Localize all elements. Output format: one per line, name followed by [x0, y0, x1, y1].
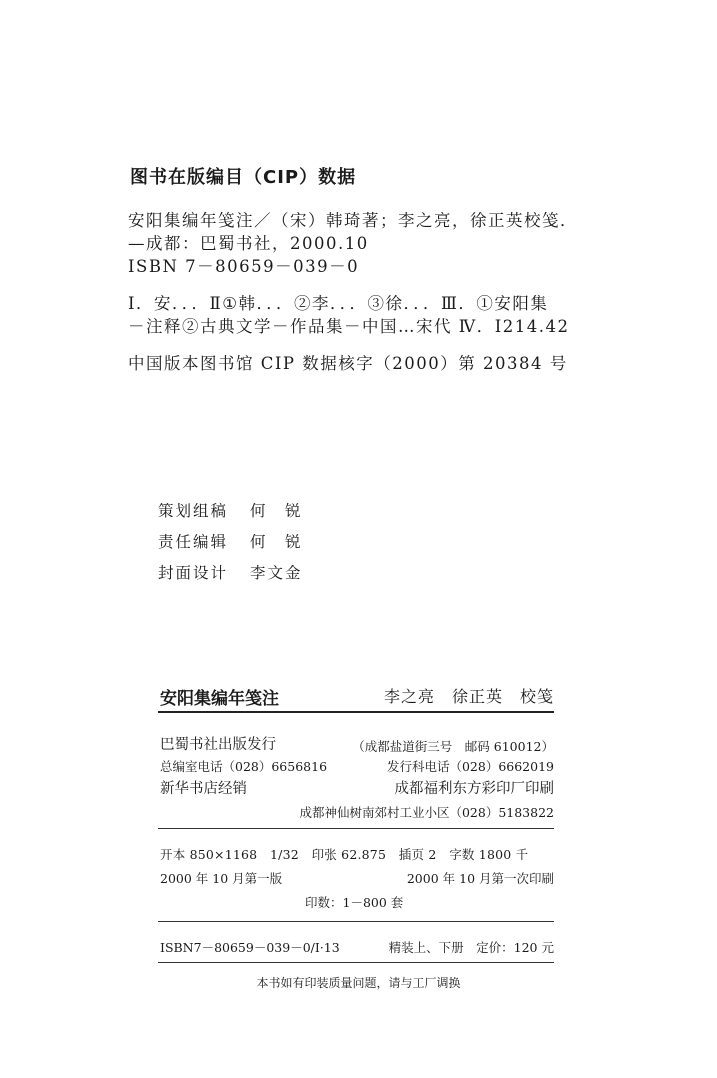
credit-name: 李文金 [250, 564, 303, 582]
credit-label: 责任编辑 [158, 533, 229, 551]
credit-row [158, 530, 303, 552]
colophon-footer-note: 本书如有印装质量问题，请与工厂调换 [256, 976, 461, 990]
cip-subject-line: Ⅰ．安．．．Ⅱ①韩．．．②李．．．③徐．．．Ⅲ．①安阳集 [128, 294, 549, 313]
cip-record-line: —成都：巴蜀书社，2000.10 [128, 234, 369, 253]
credit-label: 策划组稿 [158, 502, 229, 520]
credit-row [158, 499, 303, 521]
cip-record-line: 安阳集编年笺注／（宋）韩琦著；李之亮，徐正英校笺． [128, 211, 578, 230]
colophon-distribution-phone: 发行科电话（028）6662019 [386, 759, 554, 774]
colophon-title: 安阳集编年笺注 [160, 689, 279, 709]
colophon-editor-phone: 总编室电话（028）6656816 [160, 759, 328, 774]
colophon-binding-price: 精装上、下册 定价：120 元 [388, 940, 554, 955]
colophon-printer: 成都福利东方彩印厂印刷 [394, 781, 554, 797]
cip-heading: 图书在版编目（CIP）数据 [130, 167, 357, 188]
colophon-bottom-rule [158, 962, 554, 963]
colophon-distributor: 新华书店经销 [160, 781, 247, 797]
cip-verification: 中国版本图书馆 CIP 数据核字（2000）第 20384 号 [128, 354, 568, 373]
colophon-isbn: ISBN7－80659－039－0/I·13 [160, 940, 340, 955]
credit-name: 何 锐 [250, 502, 303, 520]
colophon-publisher: 巴蜀书社出版发行 [160, 737, 276, 753]
credit-row [158, 561, 303, 583]
cip-subject-line: －注释②古典文学－作品集－中国…宋代 Ⅳ．I214.42 [128, 317, 570, 336]
colophon-middle-rule [158, 828, 554, 829]
credit-label: 封面设计 [158, 564, 229, 582]
colophon-publisher-address: （成都盐道街三号 邮码 610012） [352, 739, 554, 754]
colophon-format: 开本 850×1168 1/32 印张 62.875 插页 2 字数 1800 千 [160, 847, 529, 862]
colophon-print-run: 印数：1－800 套 [305, 895, 404, 910]
colophon-edition: 2000 年 10 月第一版 [160, 871, 283, 886]
colophon-lower-rule [158, 921, 554, 922]
credit-name: 何 锐 [250, 533, 303, 551]
colophon-printer-address: 成都神仙树南郊村工业小区（028）5183822 [299, 805, 554, 820]
cip-isbn: ISBN 7－80659－039－0 [128, 257, 360, 276]
colophon-authors: 李之亮 徐正英 校笺 [383, 687, 554, 706]
colophon-printing: 2000 年 10 月第一次印刷 [406, 871, 554, 886]
colophon-top-rule [158, 711, 554, 713]
